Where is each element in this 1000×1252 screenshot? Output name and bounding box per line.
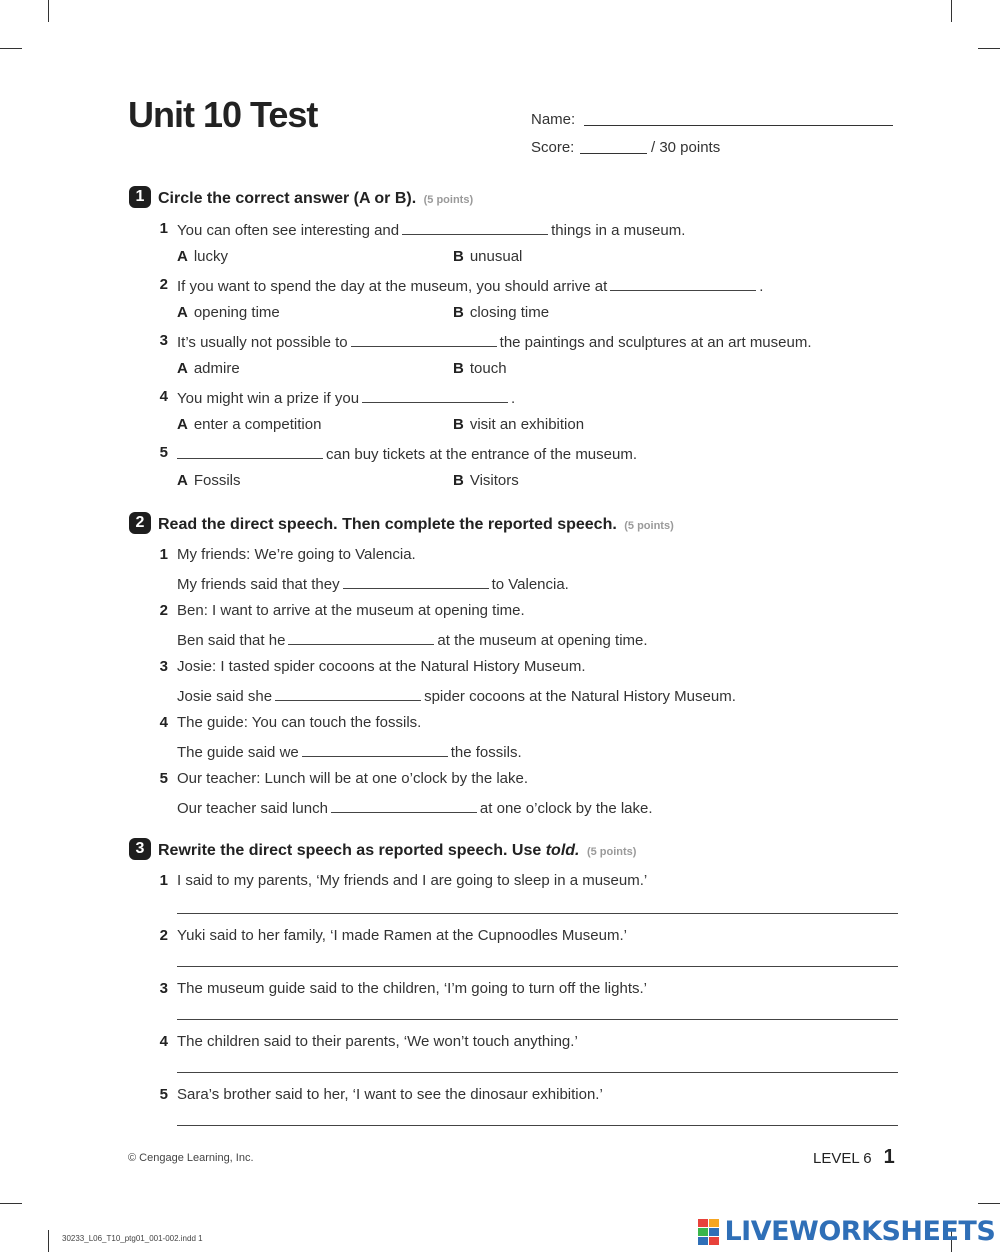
section-heading-text: Circle the correct answer (A or B). [158, 190, 417, 207]
reported-speech [177, 574, 569, 593]
section-points: (5 points) [624, 520, 674, 532]
name-field[interactable] [584, 125, 893, 126]
question-number: 1 [159, 546, 168, 563]
crop-mark [48, 1230, 49, 1252]
reported-post: the fossils. [450, 744, 522, 761]
answer-line[interactable] [177, 1072, 898, 1073]
reported-speech [177, 630, 648, 649]
section-number-badge: 1 [129, 186, 151, 208]
answer-blank[interactable] [177, 444, 323, 459]
question-number: 1 [159, 872, 168, 889]
file-slug: 30233_L06_T10_ptg01_001-002.indd 1 [62, 1234, 203, 1243]
question-number: 4 [159, 1033, 168, 1050]
question-number: 4 [159, 714, 168, 731]
option-letter: A [177, 360, 188, 377]
direct-speech: My friends: We’re going to Valencia. [177, 546, 416, 563]
section-heading-text: Read the direct speech. Then complete the reported speech. [158, 516, 617, 533]
crop-mark [48, 0, 49, 22]
reported-pre: The guide said we [177, 744, 299, 761]
question-number: 3 [159, 980, 168, 997]
answer-blank[interactable] [610, 276, 756, 291]
direct-speech: Ben: I want to arrive at the museum at opening time. [177, 602, 525, 619]
answer-line[interactable] [177, 913, 898, 914]
option-a[interactable] [177, 360, 240, 377]
question-text [174, 444, 637, 463]
section-heading [158, 190, 473, 208]
answer-blank[interactable] [362, 388, 508, 403]
direct-speech: Josie: I tasted spider cocoons at the Natural History Museum. [177, 658, 586, 675]
section-number-badge: 3 [129, 838, 151, 860]
question-text-pre: If you want to spend the day at the museum, you should arrive at [177, 278, 608, 295]
option-text: visit an exhibition [469, 416, 585, 433]
question-number: 2 [159, 927, 168, 944]
option-letter: B [453, 360, 464, 377]
reported-pre: Ben said that he [177, 632, 286, 649]
direct-speech: The museum guide said to the children, ‘I’m going to turn off the lights.’ [177, 980, 647, 997]
question-text-post: things in a museum. [551, 222, 686, 239]
crop-mark [978, 48, 1000, 49]
reported-post: at one o’clock by the lake. [479, 800, 653, 817]
section-points: (5 points) [586, 846, 637, 858]
option-a[interactable] [177, 248, 228, 265]
liveworksheets-logo [698, 1216, 995, 1246]
option-text: opening time [193, 304, 280, 321]
option-letter: A [177, 304, 188, 321]
question-text [177, 332, 812, 351]
question-number: 2 [159, 276, 168, 293]
reported-pre: Josie said she [177, 688, 273, 705]
question-text-pre: You might win a prize if you [177, 390, 360, 407]
question-number: 1 [159, 220, 168, 237]
question-number: 2 [159, 602, 168, 619]
question-text-post: . [759, 278, 764, 295]
question-text [177, 388, 515, 407]
option-text: enter a competition [193, 416, 322, 433]
answer-line[interactable] [177, 1125, 898, 1126]
option-letter: A [177, 472, 188, 489]
answer-blank[interactable] [275, 686, 421, 701]
option-letter: A [177, 416, 188, 433]
direct-speech: Our teacher: Lunch will be at one o’clock by the lake. [177, 770, 529, 787]
name-label: Name: [531, 111, 576, 128]
logo-blocks-icon [698, 1219, 720, 1245]
question-number: 5 [159, 444, 168, 461]
answer-blank[interactable] [402, 220, 548, 235]
option-letter: B [453, 416, 464, 433]
level-label: LEVEL 6 [813, 1150, 872, 1167]
option-a[interactable] [177, 416, 321, 433]
option-b[interactable] [453, 472, 519, 489]
question-text-post: . [511, 390, 516, 407]
option-b[interactable] [453, 360, 507, 377]
direct-speech: Sara’s brother said to her, ‘I want to see the dinosaur exhibition.’ [177, 1086, 603, 1103]
crop-mark [0, 48, 22, 49]
option-text: unusual [469, 248, 523, 265]
section-heading [158, 842, 636, 860]
option-a[interactable] [177, 472, 241, 489]
question-number: 5 [159, 1086, 168, 1103]
section-heading [158, 516, 674, 534]
crop-mark [951, 0, 952, 22]
option-text: admire [193, 360, 240, 377]
option-b[interactable] [453, 304, 549, 321]
section-heading-text: Rewrite the direct speech as reported speech. Use [158, 842, 542, 859]
reported-post: to Valencia. [491, 576, 569, 593]
direct-speech: The children said to their parents, ‘We won’t touch anything.’ [177, 1033, 578, 1050]
answer-line[interactable] [177, 1019, 898, 1020]
section-points: (5 points) [423, 194, 474, 206]
option-letter: B [453, 472, 464, 489]
crop-mark [0, 1203, 22, 1204]
option-letter: B [453, 304, 464, 321]
option-text: Visitors [469, 472, 519, 489]
crop-mark [978, 1203, 1000, 1204]
reported-speech [177, 798, 653, 817]
page-title: Unit 10 Test [128, 94, 318, 135]
answer-blank[interactable] [288, 630, 434, 645]
answer-blank[interactable] [302, 742, 448, 757]
reported-pre: My friends said that they [177, 576, 340, 593]
option-a[interactable] [177, 304, 280, 321]
answer-blank[interactable] [351, 332, 497, 347]
question-text-pre: It’s usually not possible to [177, 334, 348, 351]
option-text: touch [469, 360, 507, 377]
option-text: lucky [193, 248, 229, 265]
reported-speech [177, 686, 736, 705]
reported-post: spider cocoons at the Natural History Museum. [424, 688, 736, 705]
question-number: 4 [159, 388, 168, 405]
answer-line[interactable] [177, 966, 898, 967]
section-number-badge: 2 [129, 512, 151, 534]
question-number: 5 [159, 770, 168, 787]
option-text: closing time [469, 304, 550, 321]
answer-blank[interactable] [331, 798, 477, 813]
logo-text: LIVEWORKSHEETS [724, 1216, 996, 1247]
option-letter: B [453, 248, 464, 265]
question-text-post: the paintings and sculptures at an art museum. [499, 334, 812, 351]
question-text-post: can buy tickets at the entrance of the museum. [326, 446, 638, 463]
option-b[interactable] [453, 248, 522, 265]
score-total: / 30 points [651, 139, 721, 156]
question-number: 3 [159, 658, 168, 675]
copyright: © Cengage Learning, Inc. [128, 1152, 254, 1164]
section-heading-emphasis: told. [545, 842, 580, 859]
page-number: 1 [883, 1146, 895, 1168]
reported-post: at the museum at opening time. [437, 632, 648, 649]
score-field[interactable] [580, 153, 647, 154]
score-label: Score: [531, 139, 575, 156]
reported-speech [177, 742, 522, 761]
option-letter: A [177, 248, 188, 265]
question-number: 3 [159, 332, 168, 349]
answer-blank[interactable] [343, 574, 489, 589]
direct-speech: Yuki said to her family, ‘I made Ramen at the Cupnoodles Museum.’ [177, 927, 627, 944]
direct-speech: I said to my parents, ‘My friends and I are going to sleep in a museum.’ [177, 872, 648, 889]
question-text-pre: You can often see interesting and [177, 222, 400, 239]
option-text: Fossils [193, 472, 241, 489]
reported-pre: Our teacher said lunch [177, 800, 328, 817]
question-text [177, 276, 763, 295]
option-b[interactable] [453, 416, 584, 433]
level-indicator [813, 1146, 895, 1169]
question-text [177, 220, 685, 239]
direct-speech: The guide: You can touch the fossils. [177, 714, 422, 731]
